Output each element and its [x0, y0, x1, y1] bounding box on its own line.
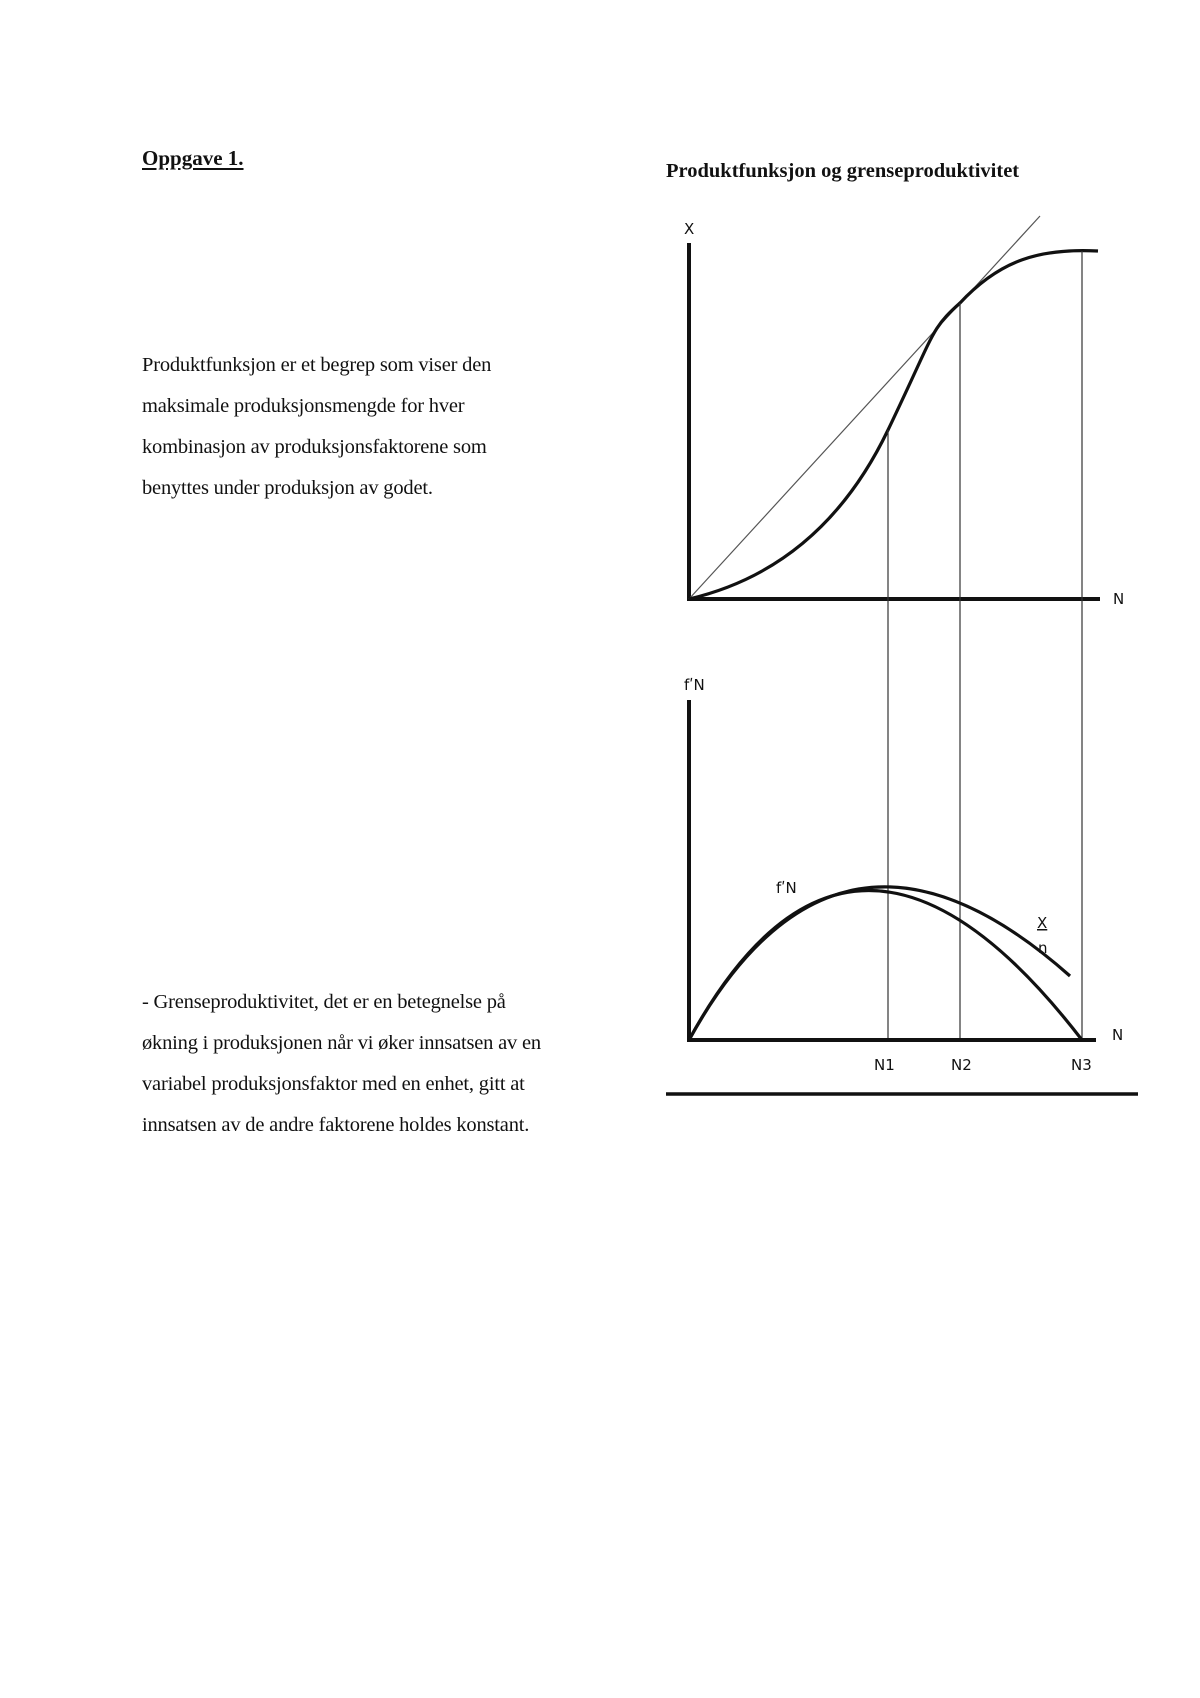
- text-line: benyttes under produksjon av godet.: [142, 477, 433, 499]
- text-line: Produktfunksjon er et begrep som viser den: [142, 354, 492, 376]
- figure-title: Produktfunksjon og grenseproduktivitet: [666, 160, 1020, 182]
- top-graph: [684, 216, 1124, 608]
- bottom-y-axis-label: fʹN: [684, 676, 705, 694]
- average-curve-label-numerator: X: [1037, 914, 1048, 932]
- top-y-axis-label: X: [684, 220, 695, 238]
- task-heading: Oppgave 1.: [142, 146, 244, 170]
- text-line: - Grenseproduktivitet, det er en betegnelse på: [142, 991, 506, 1013]
- text-line: kombinasjon av produksjonsfaktorene som: [142, 436, 487, 458]
- tangent-ray: [689, 216, 1040, 599]
- marginal-curve-label: fʹN: [776, 879, 797, 897]
- text-line: økning i produksjonen når vi øker innsatsen av en: [142, 1032, 541, 1054]
- marginal-product-curve: [689, 891, 1082, 1041]
- top-x-axis-label: N: [1113, 590, 1125, 608]
- production-function-curve: [689, 251, 1098, 599]
- text-line: innsatsen av de andre faktorene holdes konstant.: [142, 1114, 530, 1136]
- tick-label-n3: N3: [1071, 1056, 1092, 1074]
- text-line: maksimale produksjonsmengde for hver: [142, 395, 465, 417]
- tick-label-n1: N1: [874, 1056, 895, 1074]
- bottom-graph: [684, 676, 1123, 1074]
- text-line: variabel produksjonsfaktor med en enhet, gitt at: [142, 1073, 525, 1095]
- average-curve-label-denominator: n: [1038, 939, 1048, 957]
- tick-label-n2: N2: [951, 1056, 972, 1074]
- bottom-x-axis-label: N: [1112, 1026, 1124, 1044]
